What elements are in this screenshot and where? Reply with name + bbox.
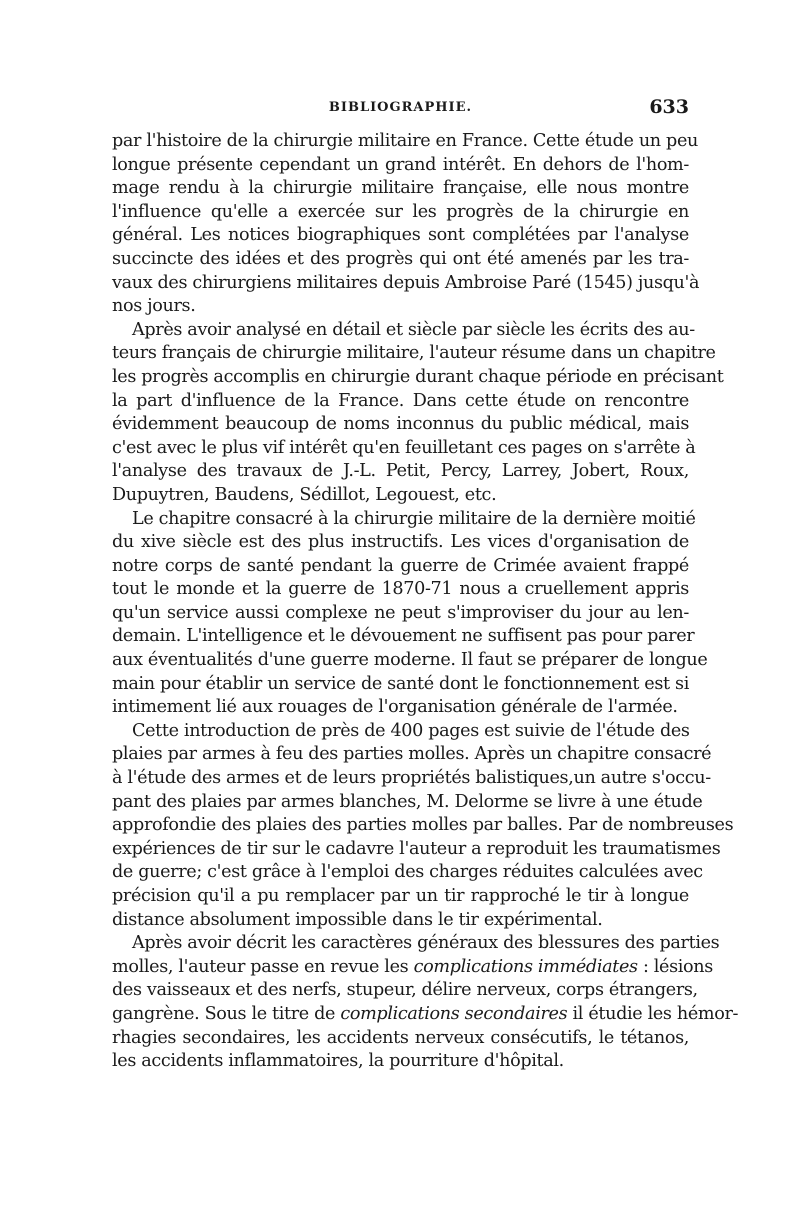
page-number: 633 (649, 96, 689, 118)
text-line (112, 838, 721, 862)
text-run: à l'étude des armes et de leurs propriétés balistiques,un autre s'occu- (112, 768, 711, 789)
text-line (112, 272, 700, 296)
text-run: succincte des idées et des progrès qui ont été amenés par les tra- (112, 248, 689, 269)
text-line (112, 625, 695, 649)
text-line (112, 861, 703, 885)
text-run: c'est avec le plus vif intérêt qu'en feuilletant ces pages on s'arrête à (112, 437, 696, 458)
text-line (112, 1050, 689, 1074)
text-run: Cette introduction de près de 400 pages est suivie de l'étude des (132, 720, 690, 741)
text-line (112, 814, 734, 838)
text-run: l'analyse des travaux de J.-L. Petit, Percy, Larrey, Jobert, Roux, (112, 461, 689, 482)
text-line (112, 508, 696, 532)
text-line (112, 673, 689, 697)
text-run: des vaisseaux et des nerfs, stupeur, délire nerveux, corps étrangers, (112, 980, 698, 1001)
text-run: tout le monde et la guerre de 1870-71 nous a cruellement appris (112, 579, 689, 600)
text-run: Le chapitre consacré à la chirurgie militaire de la dernière moitié (132, 508, 696, 529)
text-run: nos jours. (112, 296, 196, 317)
text-run: du xive siècle est des plus instructifs. Les vices d'organisation de (112, 532, 689, 553)
text-run: notre corps de santé pendant la guerre de Crimée avaient frappé (112, 555, 689, 576)
text-line (112, 177, 689, 201)
text-run: mage rendu à la chirurgie militaire française, elle nous montre (112, 178, 689, 199)
text-run: l'influence qu'elle a exercée sur les progrès de la chirurgie en (112, 201, 689, 222)
text-line (112, 1027, 689, 1051)
text-run: général. Les notices biographiques sont complétées par l'analyse (112, 225, 689, 246)
text-run: molles, l'auteur passe en revue les (112, 956, 409, 977)
running-title: BIBLIOGRAPHIE. (328, 100, 473, 115)
text-line (112, 295, 689, 319)
text-line (112, 578, 689, 602)
body-text (112, 130, 739, 1074)
text-line (112, 531, 689, 555)
text-run: longue présente cependant un grand intérêt. En dehors de l'hom- (112, 154, 689, 175)
text-line (112, 319, 695, 343)
text-line (112, 390, 689, 414)
text-run: expériences de tir sur le cadavre l'auteur a reproduit les traumatismes (112, 838, 721, 859)
text-line (112, 743, 712, 767)
text-run: il étudie les hémor- (567, 1003, 739, 1024)
text-run: approfondie des plaies des parties molles par balles. Par de nombreuses (112, 815, 734, 836)
text-line (112, 460, 689, 484)
text-line (112, 366, 724, 390)
text-line (112, 130, 698, 154)
text-line (112, 248, 689, 272)
text-run: de guerre; c'est grâce à l'emploi des charges réduites calculées avec (112, 862, 703, 883)
text-line (112, 154, 689, 178)
text-line (112, 602, 689, 626)
italic-run: complications immédiates (413, 956, 638, 977)
italic-run: complications secondaires (340, 1003, 568, 1024)
text-line (112, 484, 689, 508)
text-run: vaux des chirurgiens militaires depuis Ambroise Paré (1545) jusqu'à (112, 272, 700, 293)
text-run: qu'un service aussi complexe ne peut s'improviser du jour au len- (112, 602, 689, 623)
text-line (112, 1003, 739, 1027)
text-line (112, 437, 696, 461)
text-run: la part d'influence de la France. Dans cette étude on rencontre (112, 390, 689, 411)
text-run: par l'histoire de la chirurgie militaire en France. Cette étude un peu (112, 131, 698, 151)
text-run: rhagies secondaires, les accidents nerveux consécutifs, le tétanos, (112, 1027, 689, 1048)
text-run: : lésions (637, 956, 713, 977)
text-line (112, 413, 689, 437)
text-line (112, 555, 689, 579)
text-run: précision qu'il a pu remplacer par un tir rapproché le tir à longue (112, 886, 689, 906)
text-line (112, 342, 716, 366)
text-line (112, 720, 689, 744)
text-run: pant des plaies par armes blanches, M. Delorme se livre à une étude (112, 791, 703, 812)
text-run: intimement lié aux rouages de l'organisation générale de l'armée. (112, 697, 678, 718)
text-run: les accidents inflammatoires, la pourriture d'hôpital. (112, 1051, 564, 1072)
text-run: Après avoir analysé en détail et siècle par siècle les écrits des au- (132, 319, 695, 340)
text-line (112, 909, 689, 933)
text-run: plaies par armes à feu des parties molles. Après un chapitre consacré (112, 744, 712, 765)
text-run: demain. L'intelligence et le dévouement ne suffisent pas pour parer (112, 626, 695, 647)
text-run: main pour établir un service de santé dont le fonctionnement est si (112, 673, 689, 694)
text-line (112, 956, 713, 980)
text-line (112, 224, 689, 248)
text-run: gangrène. Sous le titre de (112, 1003, 336, 1024)
text-run: les progrès accomplis en chirurgie durant chaque période en précisant (112, 366, 724, 387)
text-run: teurs français de chirurgie militaire, l'auteur résume dans un chapitre (112, 343, 716, 364)
text-line (112, 932, 720, 956)
running-head (112, 96, 689, 120)
text-line (112, 979, 698, 1003)
text-run: Après avoir décrit les caractères généraux des blessures des parties (132, 933, 720, 954)
text-run: Dupuytren, Baudens, Sédillot, Legouest, etc. (112, 484, 497, 505)
text-line (112, 885, 689, 909)
text-line (112, 696, 689, 720)
text-run: évidemment beaucoup de noms inconnus du public médical, mais (112, 414, 689, 435)
text-line (112, 791, 703, 815)
text-line (112, 649, 708, 673)
text-run: aux éventualités d'une guerre moderne. Il faut se préparer de longue (112, 650, 708, 671)
text-run: distance absolument impossible dans le tir expérimental. (112, 909, 603, 930)
text-line (112, 767, 711, 791)
text-line (112, 201, 689, 225)
